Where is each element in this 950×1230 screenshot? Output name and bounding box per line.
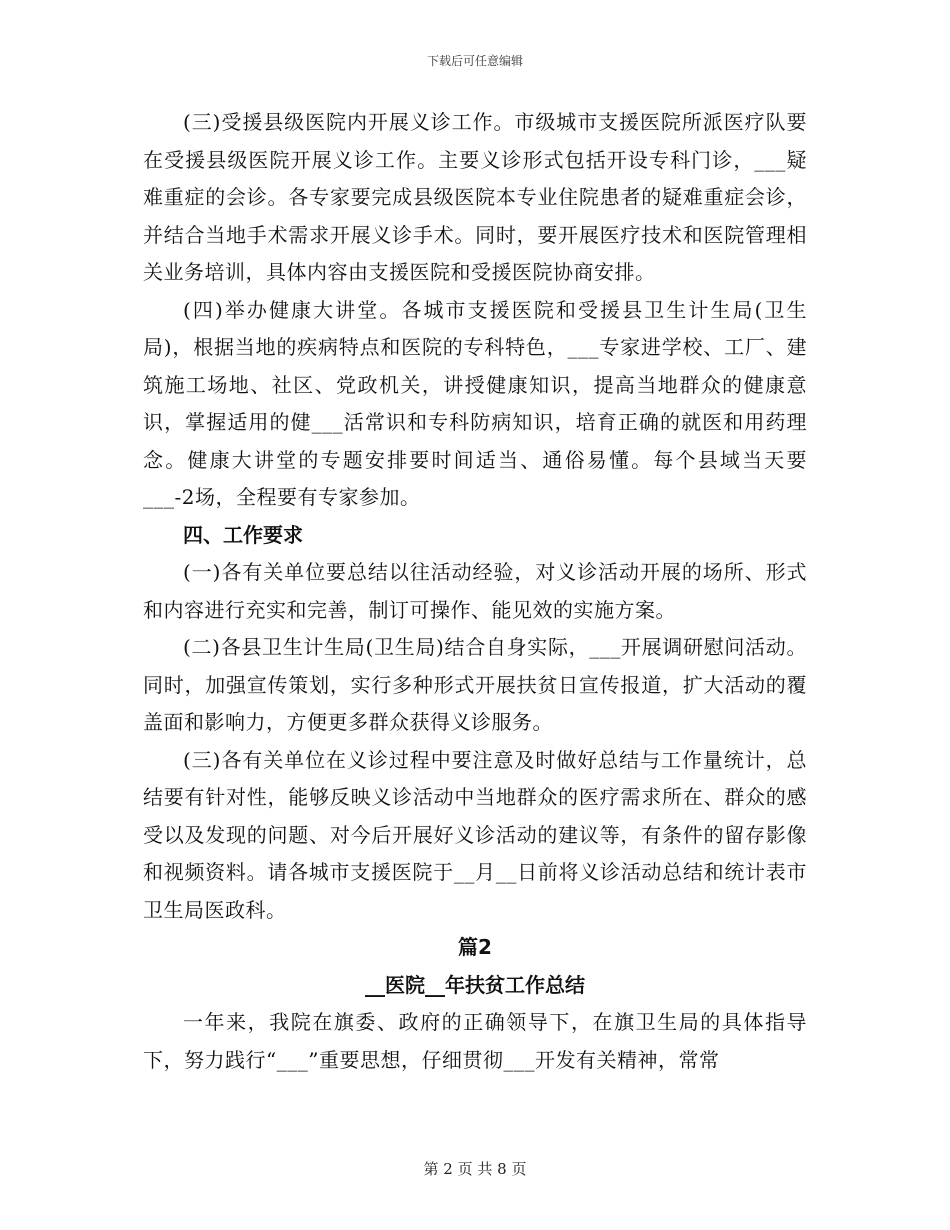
chapter-label: 篇2: [458, 935, 492, 959]
paragraph-health-lecture: (四)举办健康大讲堂。各城市支援医院和受援县卫生计生局(卫生局)，根据当地的疾病特点和医院的专科特色，___专家进学校、工厂、建筑施工场地、社区、党政机关，讲授健康知识，提高当地群众的健康意识，掌握适用的健___活常识和专科防病知识，培育正确的就医和用药理念。健康大讲堂的专题安排要时间适当、通俗易懂。每个县域当天要___-2场，全程要有专家参加。: [143, 297, 807, 509]
paragraph-clinic-work: (三)受援县级医院内开展义诊工作。市级城市支援医院所派医疗队要在受援县级医院开展义诊工作。主要义诊形式包括开设专科门诊，___疑难重症的会诊。各专家要完成县级医院本专业住院患者的疑难重症会诊，并结合当地手术需求开展义诊手术。同时，要开展医疗技术和医院管理相关业务培训，具体内容由支援医院和受援医院协商安排。: [143, 110, 807, 284]
page-header: 下载后可任意编辑: [426, 54, 523, 68]
paragraph-requirement-1: (一)各有关单位要总结以往活动经验，对义诊活动开展的场所、形式和内容进行充实和完善，制订可操作、能见效的实施方案。: [143, 560, 807, 622]
paragraph-summary-intro: 一年来，我院在旗委、政府的正确领导下，在旗卫生局的具体指导下，努力践行“___”重要思想，仔细贯彻___开发有关精神，常常: [143, 1010, 807, 1072]
document-title: __医院__年扶贫工作总结: [365, 972, 585, 997]
paragraph-requirement-3: (三)各有关单位在义诊过程中要注意及时做好总结与工作量统计，总结要有针对性，能够反映义诊活动中当地群众的医疗需求所在、群众的感受以及发现的问题、对今后开展好义诊活动的建议等，有条件的留存影像和视频资料。请各城市支援医院于__月__日前将义诊活动总结和统计表市卫生局医政科。: [143, 747, 807, 922]
section-heading-requirements: 四、工作要求: [183, 522, 303, 547]
paragraph-requirement-2: (二)各县卫生计生局(卫生局)结合自身实际，___开展调研慰问活动。同时，加强宣传策划，实行多种形式开展扶贫日宣传报道，扩大活动的覆盖面和影响力，方便更多群众获得义诊服务。: [143, 635, 807, 734]
page-footer: 第 2 页 共 8 页: [423, 1160, 527, 1178]
document-body: [143, 104, 807, 1079]
